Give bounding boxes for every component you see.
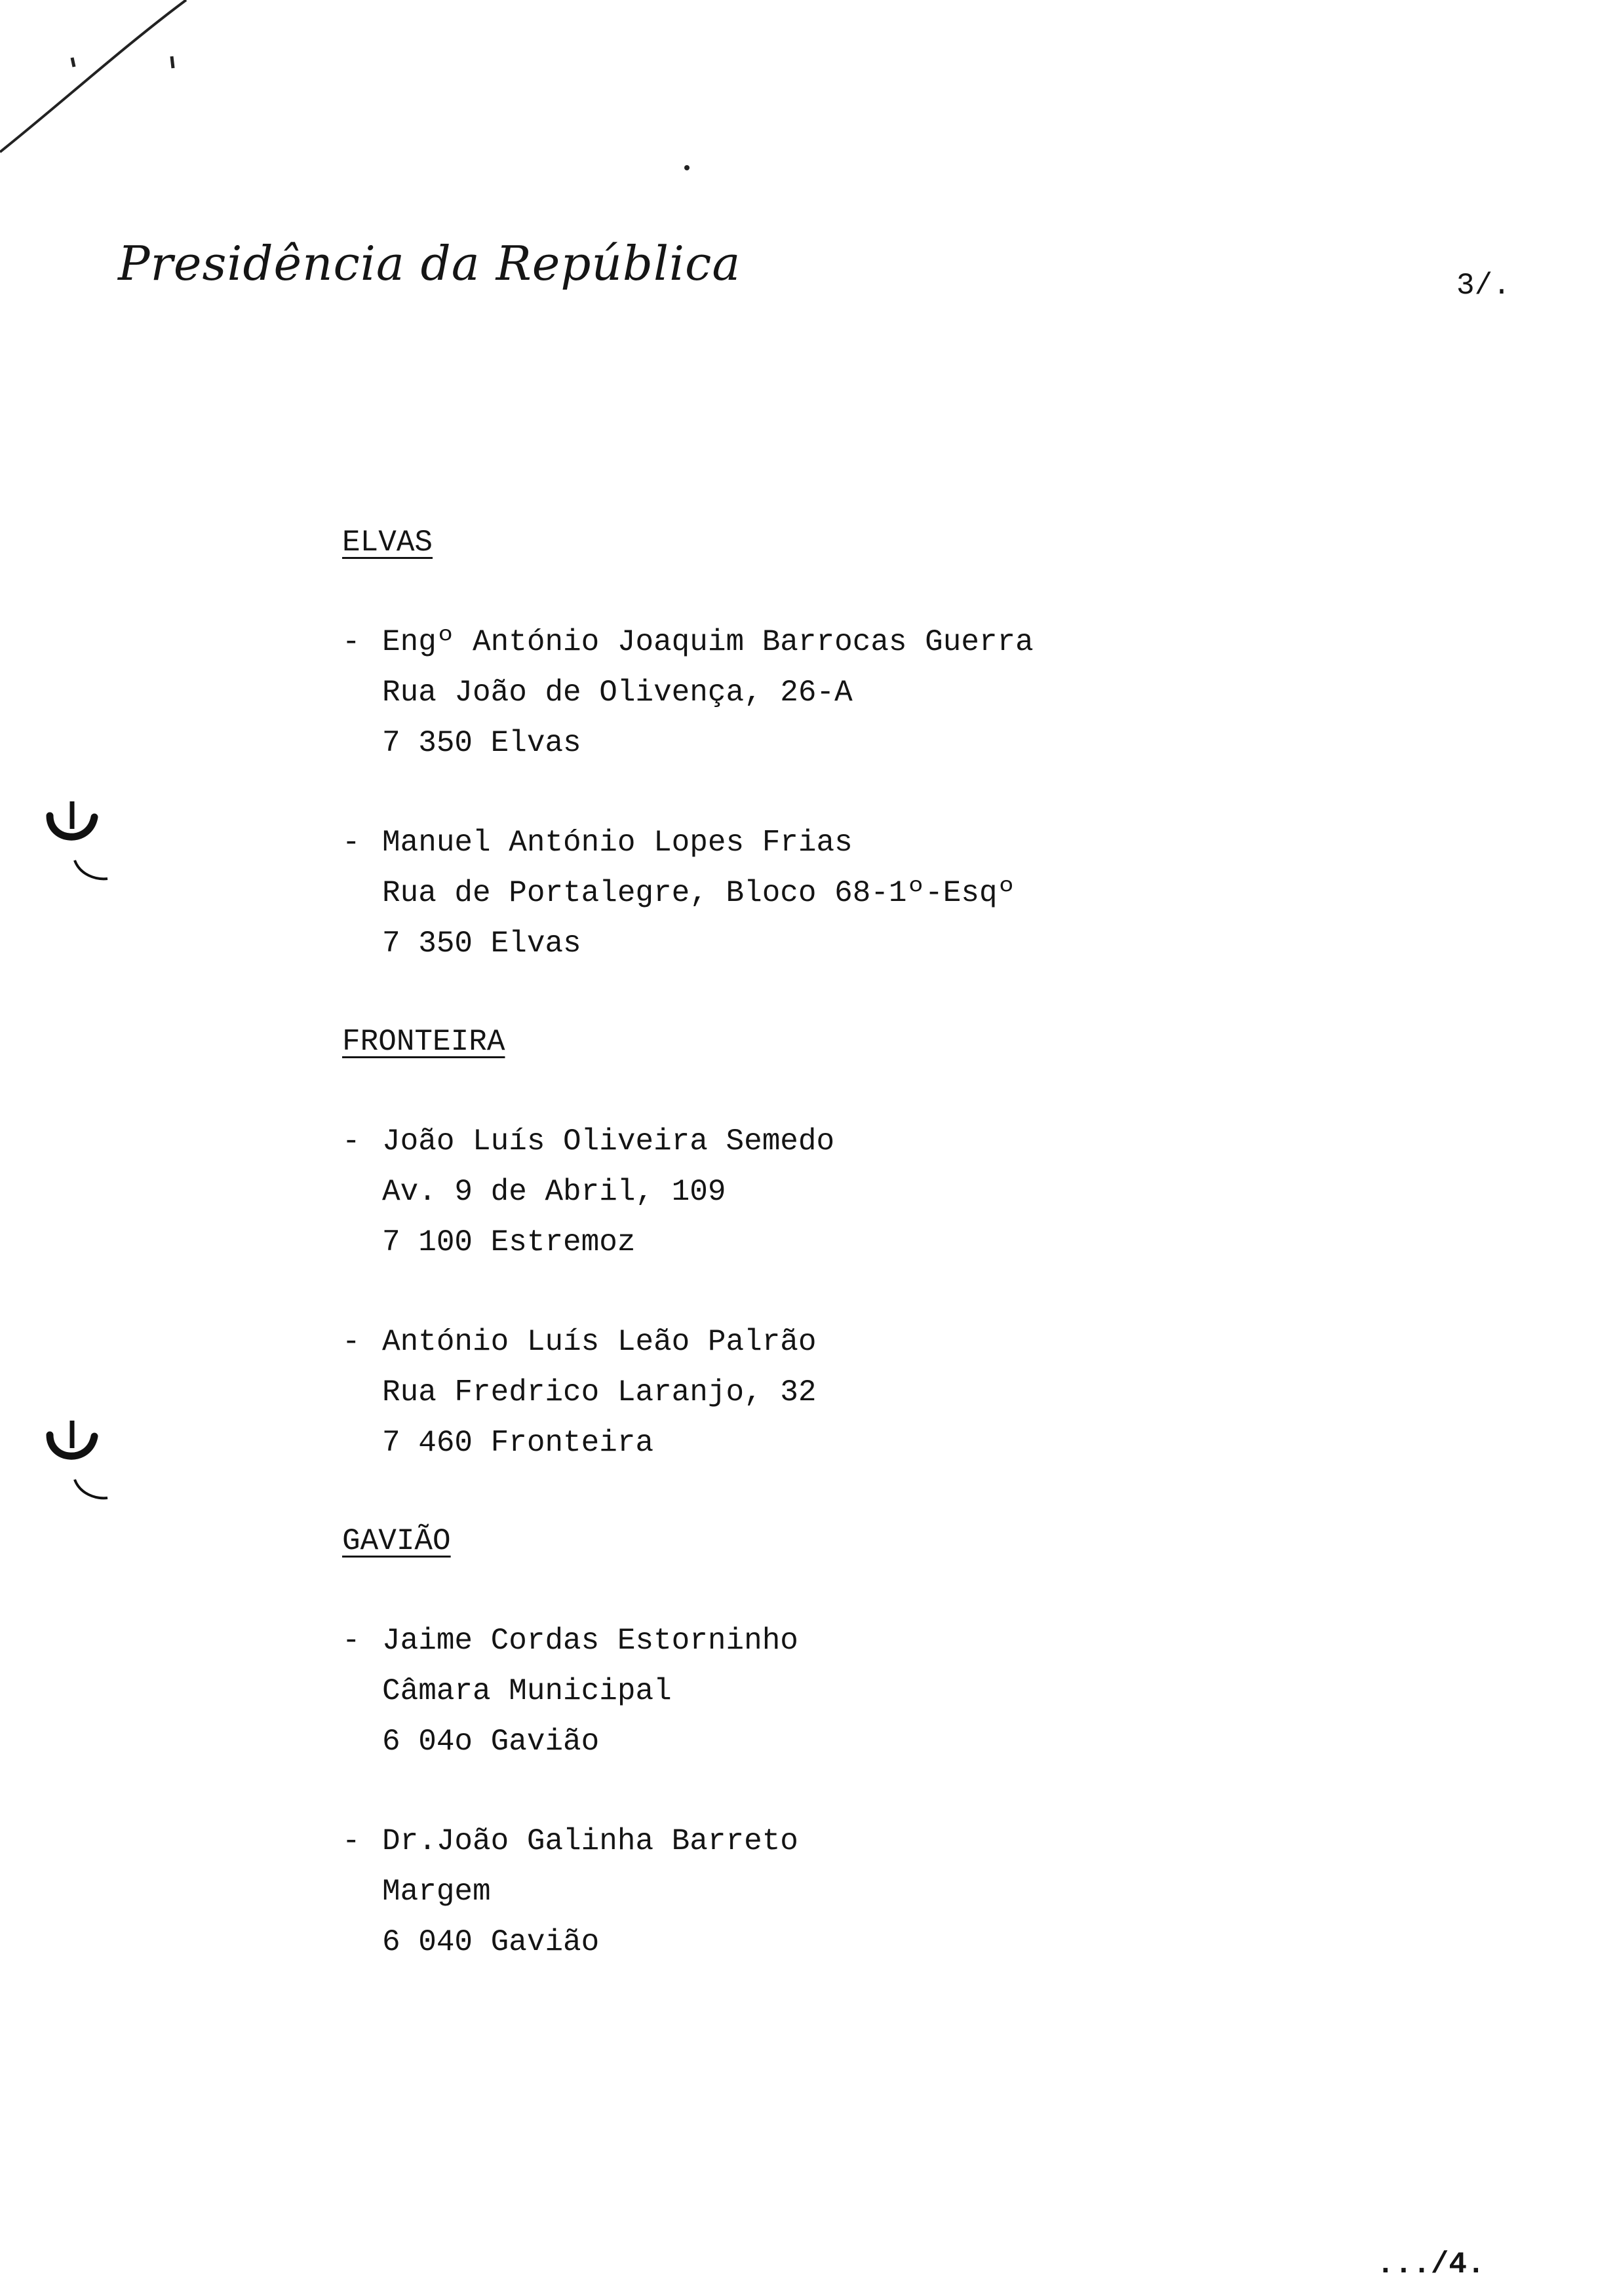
binder-hole-mark-top xyxy=(43,790,115,888)
contact-name: António Luís Leão Palrão xyxy=(382,1325,817,1359)
section-fronteira xyxy=(342,1017,1456,1468)
list-item xyxy=(342,818,1456,969)
list-dash: - xyxy=(342,1124,360,1158)
section-heading: GAVIÃO xyxy=(342,1524,451,1558)
list-dash: - xyxy=(342,625,360,659)
contact-address: Av. 9 de Abril, 109 xyxy=(382,1175,726,1209)
section-heading: FRONTEIRA xyxy=(342,1025,505,1059)
contact-postal-code: 6 04o Gavião xyxy=(382,1725,600,1759)
contact-address: Rua Fredrico Laranjo, 32 xyxy=(382,1375,817,1409)
dust-speck xyxy=(683,164,691,172)
contact-postal-code: 6 040 Gavião xyxy=(382,1925,600,1959)
section-elvas xyxy=(342,518,1456,969)
contact-name: Dr.João Galinha Barreto xyxy=(382,1824,798,1858)
contact-postal-code: 7 100 Estremoz xyxy=(382,1225,636,1259)
list-item xyxy=(342,1816,1456,1968)
contact-address: Câmara Municipal xyxy=(382,1674,672,1708)
contact-name: João Luís Oliveira Semedo xyxy=(382,1124,835,1158)
address-list xyxy=(342,518,1456,2016)
page-number: 3/. xyxy=(1456,269,1511,303)
continuation-marker: .../4. xyxy=(1376,2248,1485,2282)
list-item xyxy=(342,617,1456,769)
contact-name: Manuel António Lopes Frias xyxy=(382,826,853,860)
contact-postal-code: 7 350 Elvas xyxy=(382,927,581,961)
list-dash: - xyxy=(342,1325,360,1359)
list-item xyxy=(342,1616,1456,1767)
contact-name: Engº António Joaquim Barrocas Guerra xyxy=(382,625,1034,659)
contact-postal-code: 7 350 Elvas xyxy=(382,726,581,760)
corner-pen-stroke xyxy=(0,0,210,170)
section-gaviao xyxy=(342,1516,1456,1968)
list-item xyxy=(342,1317,1456,1468)
contact-name: Jaime Cordas Estorninho xyxy=(382,1624,798,1658)
list-dash: - xyxy=(342,1624,360,1658)
list-dash: - xyxy=(342,1824,360,1858)
contact-address: Rua João de Olivença, 26-A xyxy=(382,676,853,710)
contact-address: Rua de Portalegre, Bloco 68-1º-Esqº xyxy=(382,876,1016,910)
contact-address: Margem xyxy=(382,1875,491,1909)
letterhead-signature: Presidência da República xyxy=(118,236,741,291)
contact-postal-code: 7 460 Fronteira xyxy=(382,1426,654,1460)
list-dash: - xyxy=(342,826,360,860)
binder-hole-mark-bottom xyxy=(43,1409,115,1507)
section-heading: ELVAS xyxy=(342,526,433,560)
list-item xyxy=(342,1117,1456,1268)
